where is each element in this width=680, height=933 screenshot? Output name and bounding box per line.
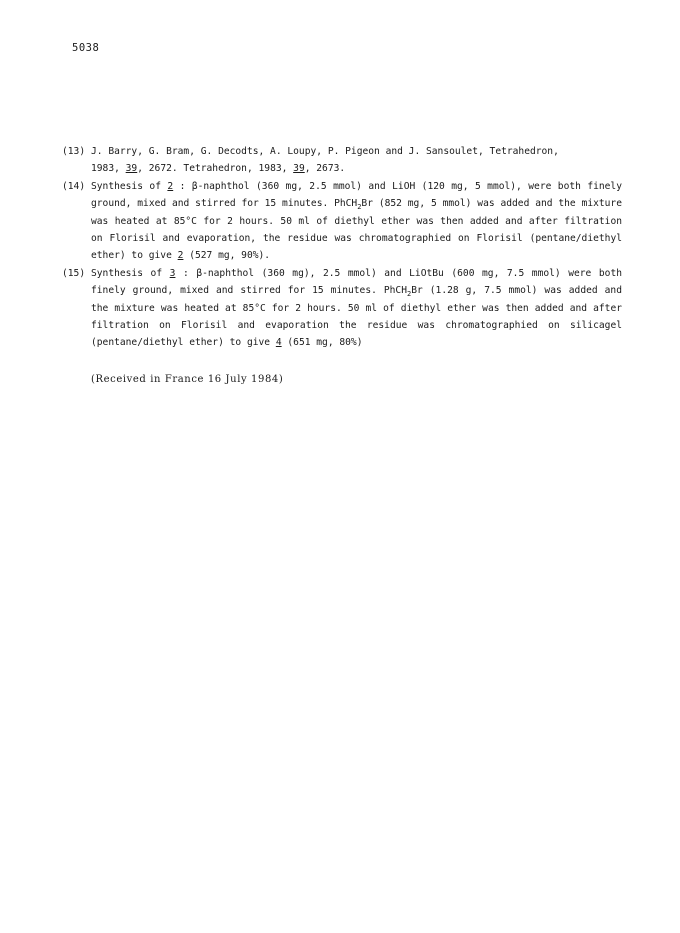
reference-15: [62, 265, 622, 352]
reference-number: (13): [62, 146, 86, 157]
compound-number: 4: [275, 337, 282, 349]
reference-13: [62, 143, 622, 178]
reference-authors: J. Barry, G. Bram, G. Decodts, A. Loupy, P. Pigeon and J. Sansoulet, Tetrahedron,: [91, 146, 559, 157]
text-segment: (527 mg, 90%).: [183, 250, 271, 262]
text-segment: : β-naphthol (360 mg, 2.5 mmol) and LiOH (120 mg, 5 mmol), were both finely ground, mixed and stirred for 15 minutes. PhCH: [91, 180, 622, 210]
text-segment: Synthesis of: [91, 267, 170, 279]
subscript: 2: [406, 290, 412, 299]
compound-number: 2: [167, 180, 174, 192]
compound-number: 2: [177, 250, 184, 262]
received-date: (Received in France 16 July 1984): [91, 374, 284, 385]
reference-number: (14): [62, 180, 86, 192]
reference-volume: 39: [293, 163, 305, 175]
reference-pages: , 2673.: [304, 163, 346, 175]
reference-volume: 39: [125, 163, 138, 175]
text-segment: Br (1.28 g, 7.5 mmol) was added and the mixture was heated at 85°C for 2 hours. 50 ml of diethyl ether was then added and after filtration on Florisil and evaporation the residue was chromatographied on silicagel (pentane/diethyl ether) to give: [91, 285, 622, 349]
compound-number: 3: [169, 267, 176, 279]
text-segment: Synthesis of: [91, 180, 168, 192]
text-segment: : β-naphthol (360 mg), 2.5 mmol) and LiOtBu (600 mg, 7.5 mmol) were both finely ground, mixed and stirred for 15 minutes. PhCH: [91, 267, 622, 297]
reference-text: [91, 265, 622, 352]
page-number: 5038: [72, 42, 100, 54]
text-segment: Br (852 mg, 5 mmol) was added and the mixture was heated at 85°C for 2 hours. 50 ml of diethyl ether was then added and after filtration on Florisil and evaporation, the residue was chromatographied on Florisil (pentane/diethyl ether) to give: [91, 198, 622, 262]
reference-text: [91, 178, 622, 265]
reference-text: [91, 143, 622, 178]
reference-citation: , 2672. Tetrahedron, 1983,: [137, 163, 294, 175]
reference-number: (15): [62, 267, 86, 279]
subscript: 2: [357, 203, 362, 212]
text-segment: (651 mg, 80%): [281, 337, 363, 349]
reference-year: 1983,: [91, 163, 126, 175]
reference-14: [62, 178, 622, 265]
reference-list: [62, 143, 622, 352]
